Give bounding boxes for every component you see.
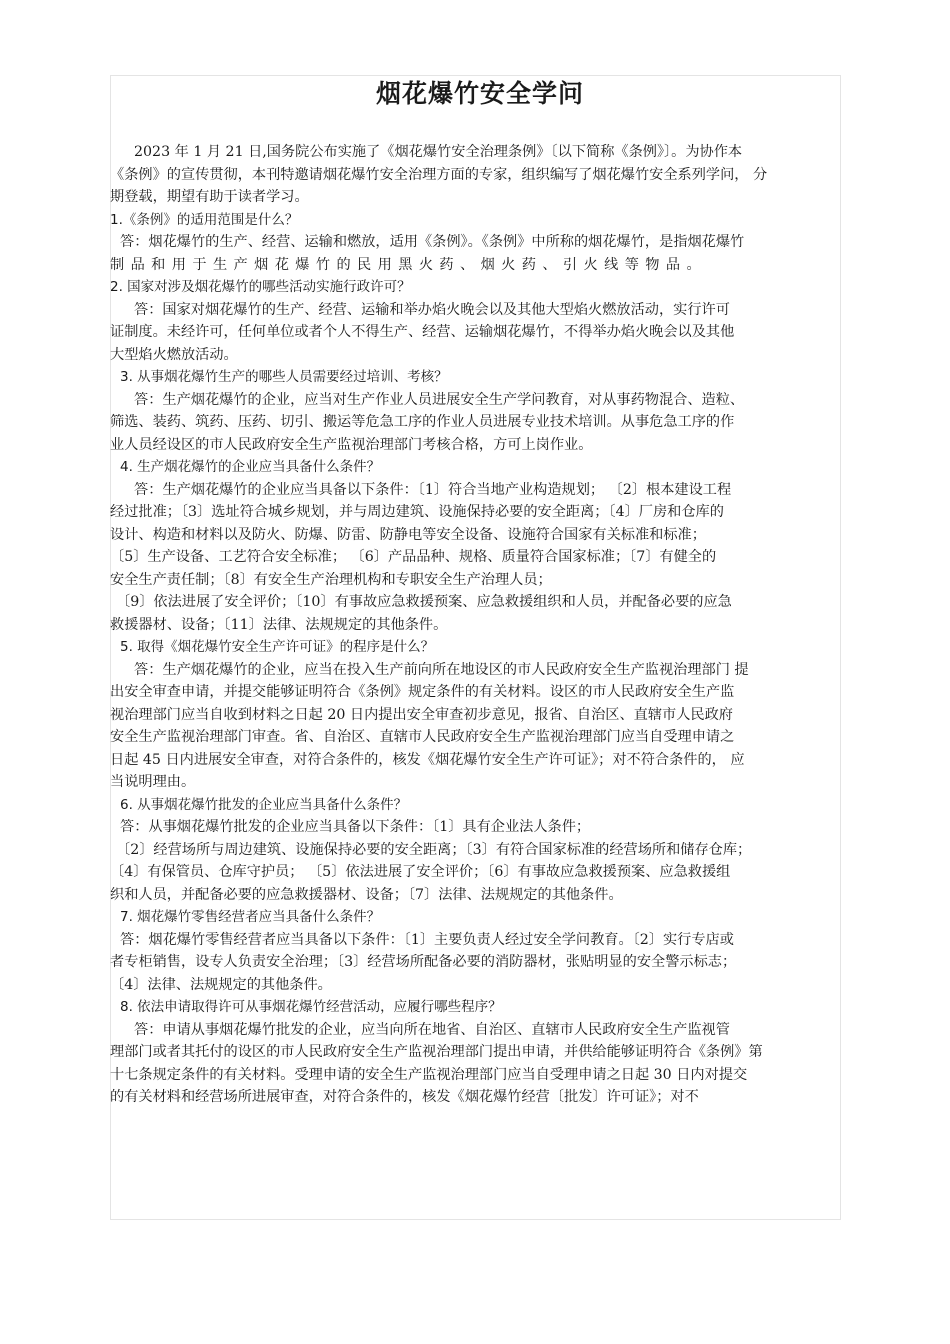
answer-line: 答：生产烟花爆竹的企业应当具备以下条件：〔1〕符合当地产业构造规划； 〔2〕根本建设工程 <box>134 481 732 498</box>
answer-line: 出安全审查申请，并提交能够证明符合《条例》规定条件的有关材料。设区的市人民政府安全生产监 <box>110 684 735 700</box>
answer-line: 大型焰火燃放活动。 <box>110 346 238 363</box>
answer-line: 答：生产烟花爆竹的企业，应当对生产作业人员进展安全生产学问教育，对从事药物混合、造粒、 <box>134 391 745 408</box>
answer-line: 制品和用于生产烟花爆竹的民用黑火药、烟火药、引火线等物品。 <box>110 256 708 273</box>
answer-line: 答：申请从事烟花爆竹批发的企业，应当向所在地省、自治区、直辖市人民政府安全生产监视管 <box>134 1021 730 1038</box>
answer-line: 答：烟花爆竹零售经营者应当具备以下条件：〔1〕主要负责人经过安全学问教育。〔2〕实行专店或 <box>120 931 734 948</box>
answer-line: 者专柜销售，设专人负责安全治理；〔3〕经营场所配备必要的消防器材，张贴明显的安全警示标志； <box>110 954 737 970</box>
intro-paragraph <box>110 141 850 209</box>
answer-line: 〔4〕有保管员、仓库守护员； 〔5〕依法进展了安全评价；〔6〕有事故应急救援预案、应急救援组 <box>110 864 731 880</box>
answer-line: 日起 45 日内进展安全审查，对符合条件的，核发《烟花爆竹安全生产许可证》；对不符合条件的， 应 <box>110 751 745 768</box>
answer-line: 业人员经设区的市人民政府安全生产监视治理部门考核合格，方可上岗作业。 <box>110 436 593 453</box>
answer-line: 救援器材、设备；〔11〕法律、法规规定的其他条件。 <box>110 616 448 633</box>
question-1: 1.《条例》的适用范围是什么？ <box>110 211 299 228</box>
answer-line: 证制度。未经许可，任何单位或者个人不得生产、经营、运输烟花爆竹，不得举办焰火晚会以及其他 <box>110 324 735 340</box>
text-line: 2023 年 1 月 21 日,国务院公布实施了《烟花爆竹安全治理条例》〔以下简称《条例》〕。为协作本 <box>134 144 743 160</box>
answer-line: 筛选、装药、筑药、压药、切引、搬运等危急工序的作业人员进展专业技术培训。从事危急工序的作 <box>110 414 735 430</box>
answer-line: 织和人员，并配备必要的应急救援器材、设备；〔7〕法律、法规规定的其他条件。 <box>110 886 623 903</box>
question-8: 8. 依法申请取得许可从事烟花爆竹经营活动，应履行哪些程序？ <box>120 999 502 1015</box>
answer-line: 〔4〕法律、法规规定的其他条件。 <box>110 976 332 993</box>
answer-line: 答：国家对烟花爆竹的生产、经营、运输和举办焰火晚会以及其他大型焰火燃放活动，实行许可 <box>134 301 730 318</box>
question-4: 4. 生产烟花爆竹的企业应当具备什么条件？ <box>120 459 381 475</box>
answer-line: 安全生产责任制；〔8〕有安全生产治理机构和专职安全生产治理人员； <box>110 571 552 588</box>
answer-line: 答：从事烟花爆竹批发的企业应当具备以下条件：〔1〕具有企业法人条件； <box>120 819 591 835</box>
document-body <box>110 75 850 1109</box>
question-6: 6. 从事烟花爆竹批发的企业应当具备什么条件？ <box>120 796 408 813</box>
question-2: 2. 国家对涉及烟花爆竹的哪些活动实施行政许可？ <box>110 279 411 295</box>
page-title: 烟花爆竹安全学问 <box>375 79 584 108</box>
answer-line: 安全生产监视治理部门审查。省、自治区、直辖市人民政府安全生产监视治理部门应当自受理申请之 <box>110 729 735 745</box>
text-line: 期登载，期望有助于读者学习。 <box>110 189 309 205</box>
answer-line: 当说明理由。 <box>110 774 196 790</box>
answer-line: 十七条规定条件的有关材料。受理申请的安全生产监视治理部门应当自受理申请之日起 30 日内对提交 <box>110 1066 748 1083</box>
answer-line: 〔2〕经营场所与周边建筑、设施保持必要的安全距离；〔3〕有符合国家标准的经营场所和储存仓库； <box>116 841 752 858</box>
answer-line: 理部门或者其托付的设区的市人民政府安全生产监视治理部门提出申请，并供给能够证明符合《条例》第 <box>110 1044 763 1060</box>
answer-line: 的有关材料和经营场所进展审查，对符合条件的，核发《烟花爆竹经营〔批发〕许可证》；对不 <box>110 1089 699 1105</box>
question-3: 3. 从事烟花爆竹生产的哪些人员需要经过培训、考核？ <box>120 369 448 385</box>
answer-line: 视治理部门应当自收到材料之日起 20 日内提出安全审查初步意见，报省、自治区、直辖市人民政府 <box>110 706 733 723</box>
question-7: 7. 烟花爆竹零售经营者应当具备什么条件？ <box>120 909 381 925</box>
question-5: 5. 取得《烟花爆竹安全生产许可证》的程序是什么？ <box>120 639 435 655</box>
answer-line: 答：生产烟花爆竹的企业，应当在投入生产前向所在地设区的市人民政府安全生产监视治理部门 提 <box>134 661 749 678</box>
answer-line: 经过批准；〔3〕选址符合城乡规划，并与周边建筑、设施保持必要的安全距离；〔4〕厂房和仓库的 <box>110 504 724 520</box>
answer-line: 设计、构造和材料以及防火、防爆、防雷、防静电等安全设备、设施符合国家有关标准和标准； <box>110 526 706 543</box>
text-line: 《条例》的宣传贯彻，本刊特邀请烟花爆竹安全治理方面的专家，组织编写了烟花爆竹安全系列学问， 分 <box>110 166 768 183</box>
answer-line: 答：烟花爆竹的生产、经营、运输和燃放，适用《条例》。《条例》中所称的烟花爆竹，是指烟花爆竹 <box>120 234 745 250</box>
answer-line: 〔9〕依法进展了安全评价；〔10〕有事故应急救援预案、应急救援组织和人员，并配备必要的应急 <box>116 594 732 610</box>
answer-line: 〔5〕生产设备、工艺符合安全标准； 〔6〕产品品种、规格、质量符合国家标准；〔7〕有健全的 <box>110 549 717 565</box>
